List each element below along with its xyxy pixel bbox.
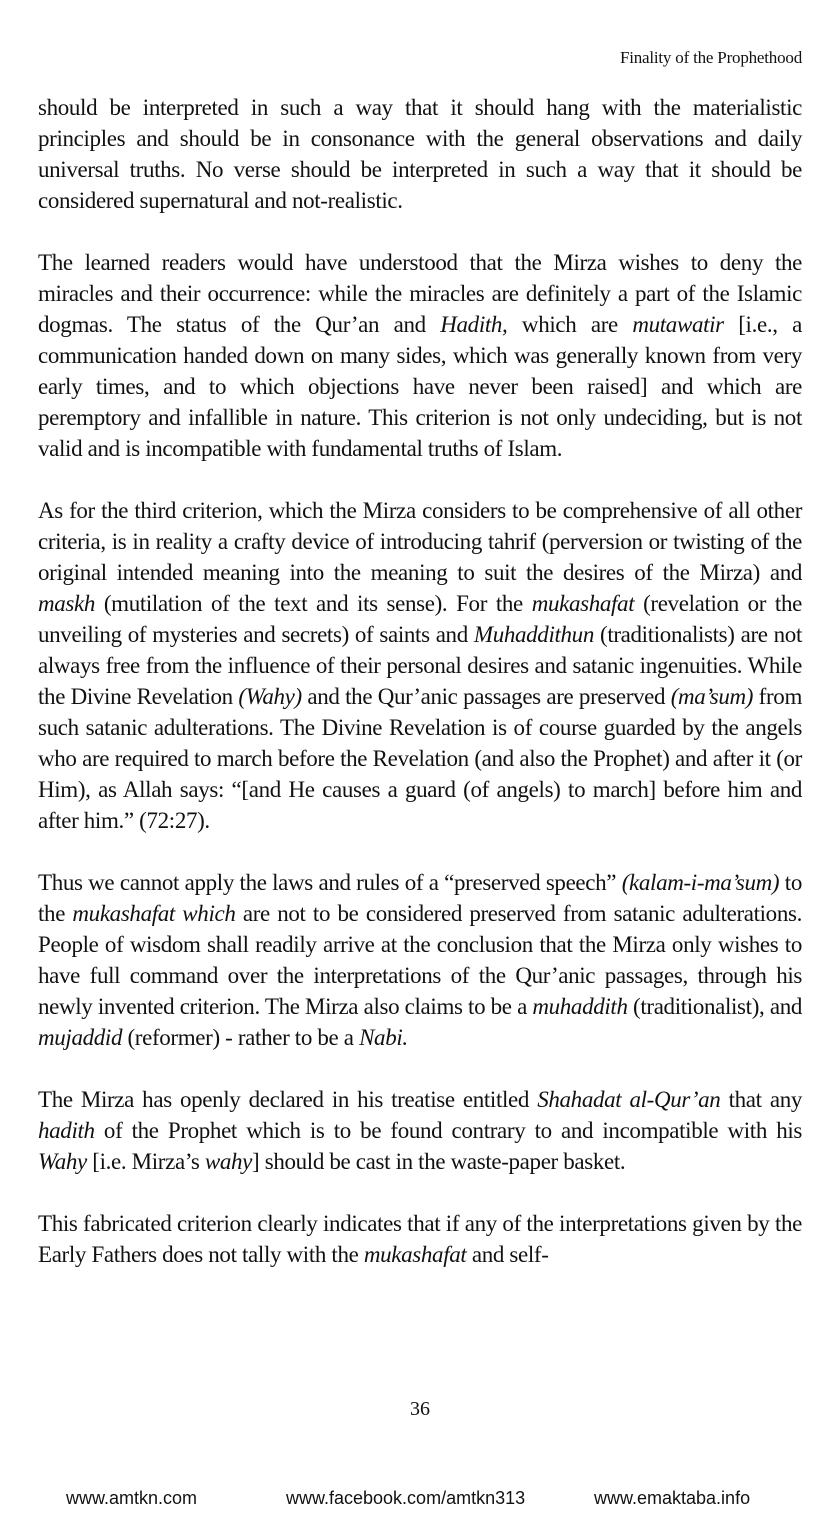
italic-term: mukashafat	[531, 591, 635, 616]
italic-term: mukashafat	[363, 1242, 467, 1267]
paragraph	[38, 867, 802, 1053]
text-run: to the	[38, 870, 802, 926]
text-run: that any	[720, 1087, 802, 1112]
italic-term: Shahadat al-Qur’an	[537, 1087, 721, 1112]
page-number: 36	[410, 1398, 430, 1420]
italic-term: Hadith,	[440, 312, 508, 337]
paragraph	[38, 1208, 802, 1270]
italic-term: hadith	[38, 1118, 95, 1143]
text-run: (mutilation of the text and its sense). For the	[95, 591, 532, 616]
body-text	[38, 92, 802, 1270]
italic-term: (ma’sum)	[670, 684, 754, 709]
italic-term: (kalam-i-ma’sum)	[621, 870, 780, 895]
italic-term: Wahy	[38, 1149, 87, 1174]
text-run: are not to be considered preserved from satanic adulterations. People of wisdom shall readily arrive at the conclusion that the Mirza only wishes to have full command over the interpretations of the Qur’anic passages, through his newly invented criterion. The Mirza also claims to be a	[38, 901, 802, 1019]
footer-link-emaktaba[interactable]: www.emaktaba.info	[594, 1488, 751, 1508]
italic-term: mutawatir	[632, 312, 724, 337]
footer-link-amtkn[interactable]: www.amtkn.com	[66, 1488, 198, 1508]
text-run: [i.e., a communication handed down on many sides, which was generally known from very early times, and to which objections have never been raised] and which are peremptory and infallible in nature. This criterion is not only undeciding, but is not valid and is incompatible with fundamental truths of Islam.	[38, 312, 802, 461]
text-run: and self-	[466, 1242, 549, 1267]
text-run: (reformer) - rather to be a	[122, 1025, 360, 1050]
text-run: should be interpreted in such a way that it should hang with the materialistic principles and should be in consonance with the general observations and daily universal truths. No verse should be interpreted in such a way that it should be considered supernatural and not-realistic.	[38, 95, 802, 213]
italic-term: (Wahy)	[238, 684, 302, 709]
text-run: The Mirza has openly declared in his treatise entitled	[38, 1087, 538, 1112]
text-run: [i.e. Mirza’s	[86, 1149, 205, 1174]
text-run: This fabricated criterion clearly indicates that if any of the interpretations given by the Early Fathers does not tally with the	[38, 1211, 802, 1267]
paragraph	[38, 247, 802, 464]
text-run: As for the third criterion, which the Mirza considers to be comprehensive of all other criteria, is in reality a crafty device of introducing tahrif (perversion or twisting of the original intended meaning into the meaning to suit the desires of the Mirza) and	[38, 498, 802, 585]
text-run: (traditionalists) are not always free from the influence of their personal desires and satanic ingenuities. While the Divine Revelation	[38, 622, 802, 709]
paragraph	[38, 92, 802, 216]
text-run: ] should be cast in the waste-paper basket.	[252, 1149, 626, 1174]
italic-term: mukashafat which	[72, 901, 236, 926]
text-run: from such satanic adulterations. The Divine Revelation is of course guarded by the angels who are required to march before the Revelation (and also the Prophet) and after it (or Him), as Allah says: “[and He causes a guard (of angels) to march] before him and after him.” (72:27).	[38, 684, 802, 833]
italic-term: Nabi.	[359, 1025, 408, 1050]
text-run: (revelation or the unveiling of mysteries and secrets) of saints and	[38, 591, 802, 647]
running-header: Finality of the Prophethood	[619, 48, 802, 67]
footer-link-facebook[interactable]: www.facebook.com/amtkn313	[286, 1488, 526, 1508]
italic-term: muhaddith	[532, 994, 628, 1019]
paragraph	[38, 1084, 802, 1177]
italic-term: Muhaddithun	[473, 622, 594, 647]
text-run: Thus we cannot apply the laws and rules of a “preserved speech”	[38, 870, 622, 895]
italic-term: maskh	[38, 591, 96, 616]
text-run: which are	[507, 312, 633, 337]
italic-term: wahy	[204, 1149, 253, 1174]
paragraph	[38, 495, 802, 836]
text-run: and the Qur’anic passages are preserved	[301, 684, 671, 709]
text-run: of the Prophet which is to be found contrary to and incompatible with his	[94, 1118, 802, 1143]
italic-term: mujaddid	[38, 1025, 123, 1050]
text-run: The learned readers would have understood that the Mirza wishes to deny the miracles and their occurrence: while the miracles are definitely a part of the Islamic dogmas. The status of the Qur’an and	[38, 250, 802, 337]
text-run: (traditionalist), and	[627, 994, 802, 1019]
